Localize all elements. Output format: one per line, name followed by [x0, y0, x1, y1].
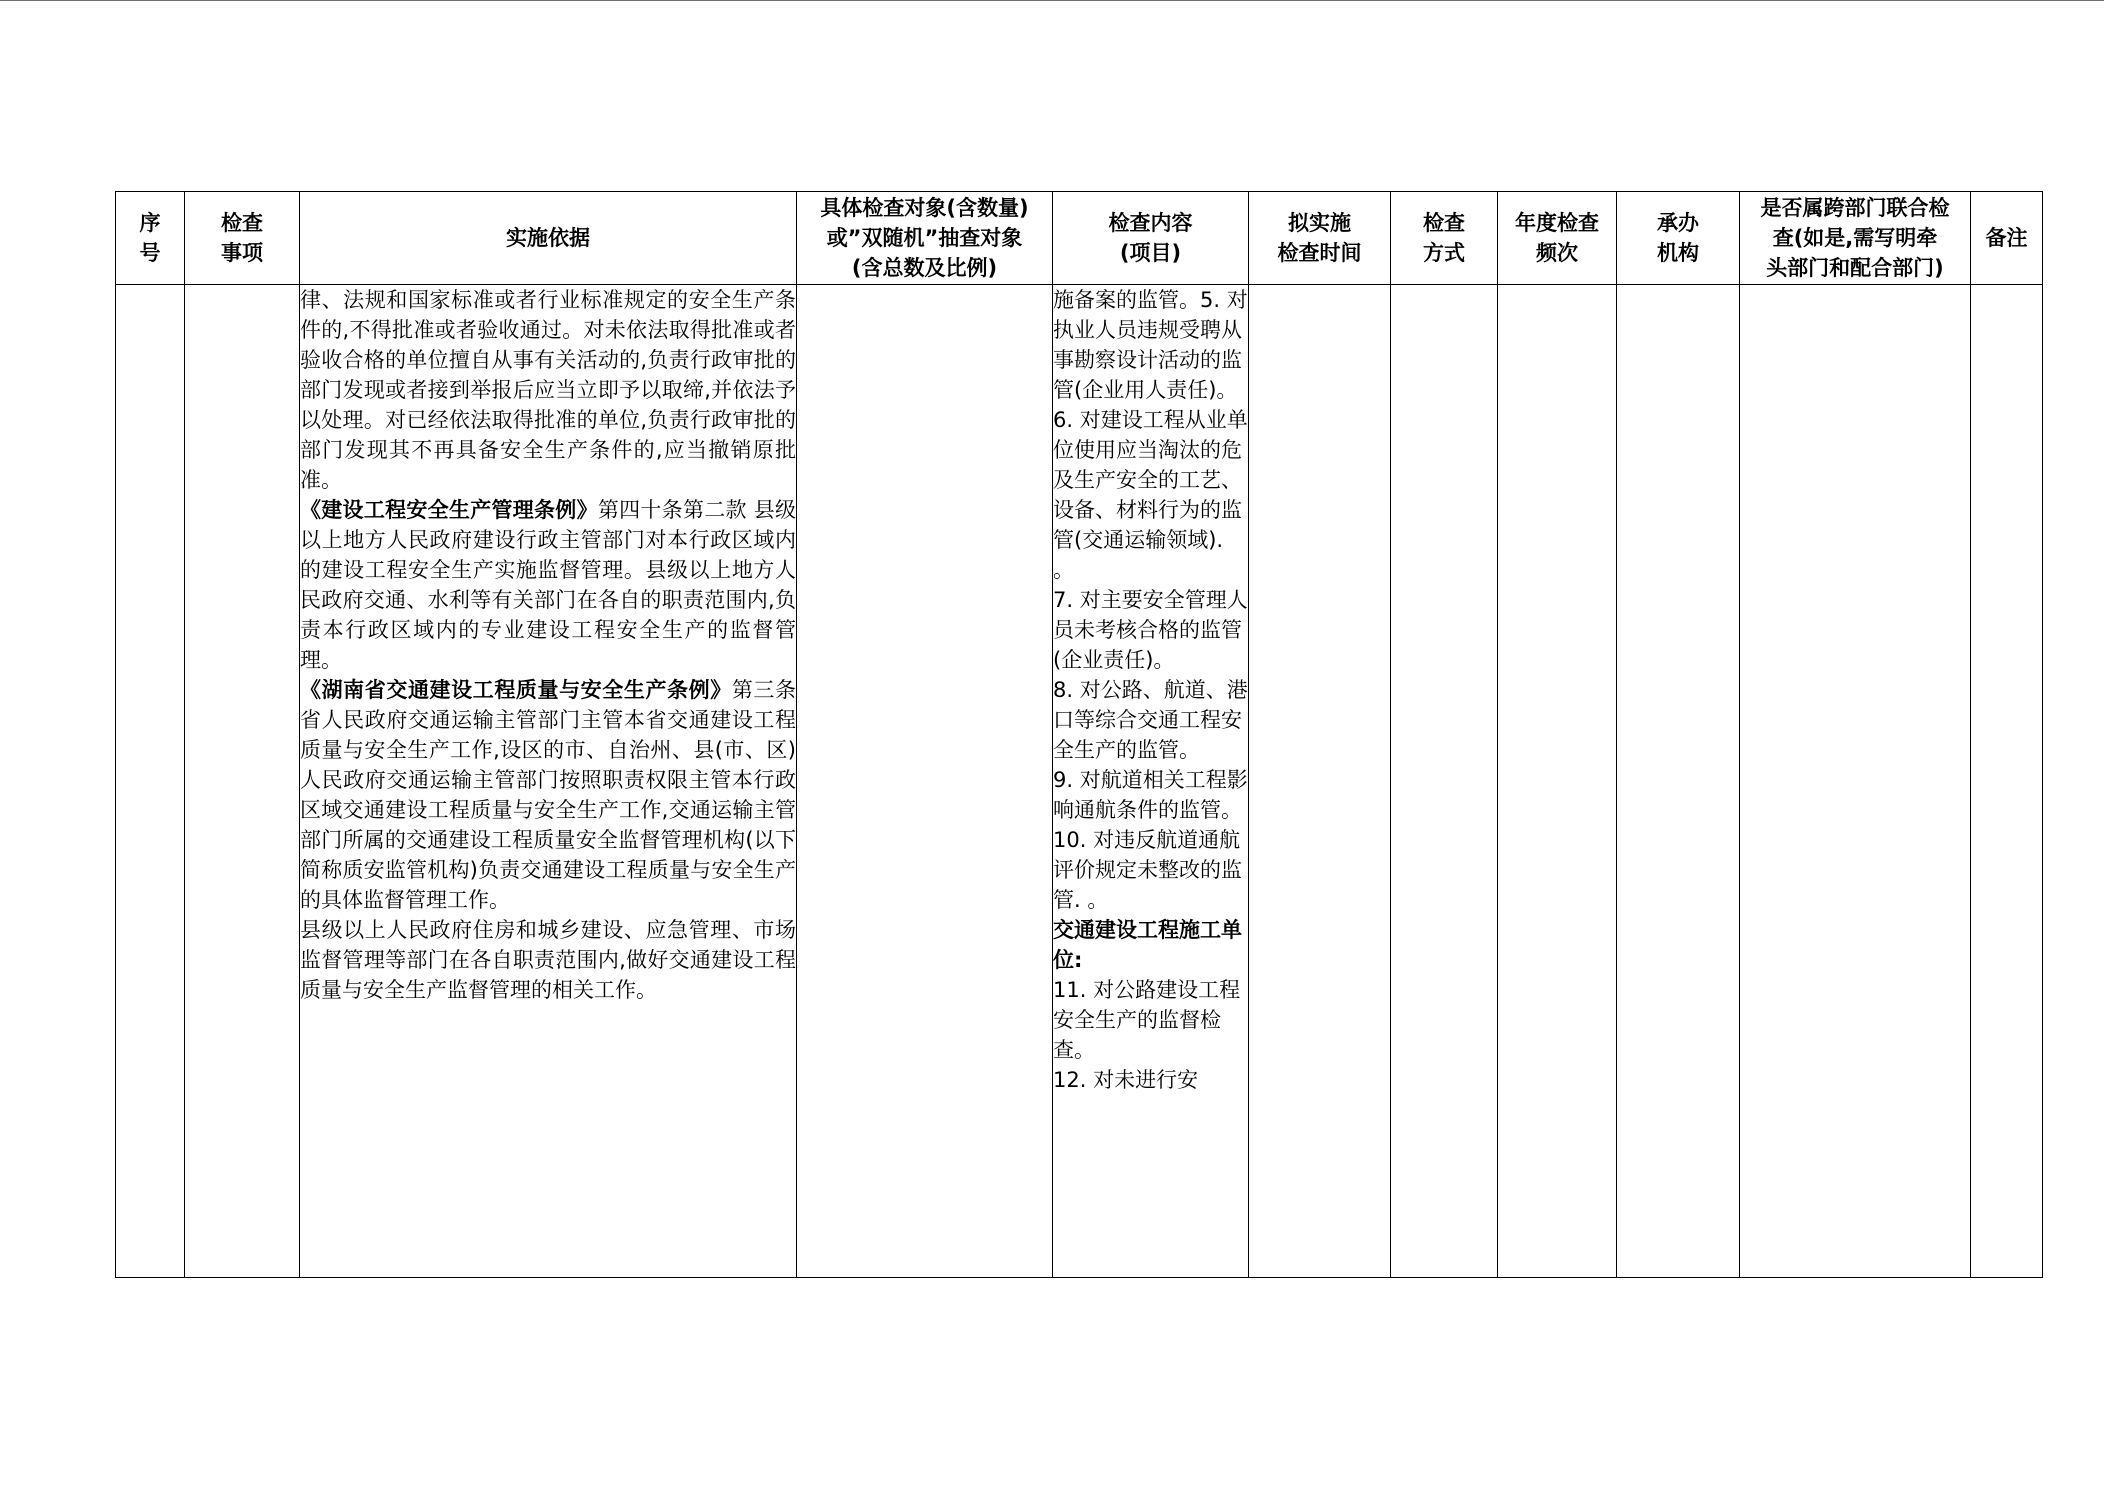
cell-joint-inspection: [1740, 285, 1971, 1278]
header-object: 具体检查对象(含数量) 或”双随机”抽查对象 (含总数及比例): [797, 192, 1053, 285]
header-organization: 承办 机构: [1617, 192, 1740, 285]
basis-paragraph: 县级以上人民政府住房和城乡建设、应急管理、市场监督管理等部门在各自职责范围内,做好交通建设工程质量与安全生产监督管理的相关工作。: [300, 918, 796, 1002]
inspection-plan-table: [115, 191, 2043, 1278]
header-row: [116, 192, 2043, 285]
content-item: 10. 对违反航道通航评价规定未整改的监管. 。: [1053, 828, 1242, 912]
page-top-border: [0, 0, 2104, 1]
header-content: 检查内容 (项目): [1053, 192, 1249, 285]
content-item: 施备案的监管。5. 对执业人员违规受聘从事勘察设计活动的监管(企业用人责任)。: [1053, 288, 1248, 402]
basis-paragraph: 《建设工程安全生产管理条例》第四十条第二款 县级以上地方人民政府建设行政主管部门对本行政区域内的建设工程安全生产实施监督管理。县级以上地方人民政府交通、水利等有关部门在各自的职责范围内,负责本行政区域内的专业建设工程安全生产的监督管理。: [300, 498, 796, 672]
cell-seq: [116, 285, 185, 1278]
content-item: 9. 对航道相关工程影响通航条件的监管。: [1053, 768, 1248, 822]
content-item: 7. 对主要安全管理人员未考核合格的监管(企业责任)。: [1053, 588, 1248, 672]
cell-time: [1249, 285, 1391, 1278]
header-remark: 备注: [1971, 192, 2043, 285]
content-item: 11. 对公路建设工程安全生产的监督检查。: [1053, 978, 1241, 1062]
header-basis: 实施依据: [300, 192, 797, 285]
basis-paragraph: 律、法规和国家标准或者行业标准规定的安全生产条件的,不得批准或者验收通过。对未依法取得批准或者验收合格的单位擅自从事有关活动的,负责行政审批的部门发现或者接到举报后应当立即予以取缔,并依法予以处理。对已经依法取得批准的单位,负责行政审批的部门发现其不再具备安全生产条件的,应当撤销原批准。: [300, 288, 796, 492]
content-item: 8. 对公路、航道、港口等综合交通工程安全生产的监管。: [1053, 678, 1248, 762]
header-item: 检查 事项: [185, 192, 300, 285]
basis-paragraph: 《湖南省交通建设工程质量与安全生产条例》第三条 省人民政府交通运输主管部门主管本省交通建设工程质量与安全生产工作,设区的市、自治州、县(市、区)人民政府交通运输主管部门按照职责权限主管本行政区域交通建设工程质量与安全生产工作,交通运输主管部门所属的交通建设工程质量安全监督管理机构(以下简称质安监管机构)负责交通建设工程质量与安全生产的具体监督管理工作。: [300, 678, 796, 912]
cell-remark: [1971, 285, 2043, 1278]
cell-object: [797, 285, 1053, 1278]
cell-content: [1053, 285, 1249, 1278]
header-seq: 序 号: [116, 192, 185, 285]
content-item: 12. 对未进行安: [1053, 1068, 1199, 1092]
cell-basis: [300, 285, 797, 1278]
header-joint-inspection: 是否属跨部门联合检 查(如是,需写明牵 头部门和配合部门): [1740, 192, 1971, 285]
table-row: [116, 285, 2043, 1278]
cell-organization: [1617, 285, 1740, 1278]
content-section-heading: 交通建设工程施工单位:: [1053, 918, 1242, 972]
header-method: 检查 方式: [1391, 192, 1498, 285]
content-item: 6. 对建设工程从业单位使用应当淘汰的危及生产安全的工艺、设备、材料行为的监管(交通运输领域). 。: [1053, 408, 1248, 582]
header-time: 拟实施 检查时间: [1249, 192, 1391, 285]
cell-method: [1391, 285, 1498, 1278]
header-frequency: 年度检查 频次: [1498, 192, 1617, 285]
cell-frequency: [1498, 285, 1617, 1278]
cell-item: [185, 285, 300, 1278]
